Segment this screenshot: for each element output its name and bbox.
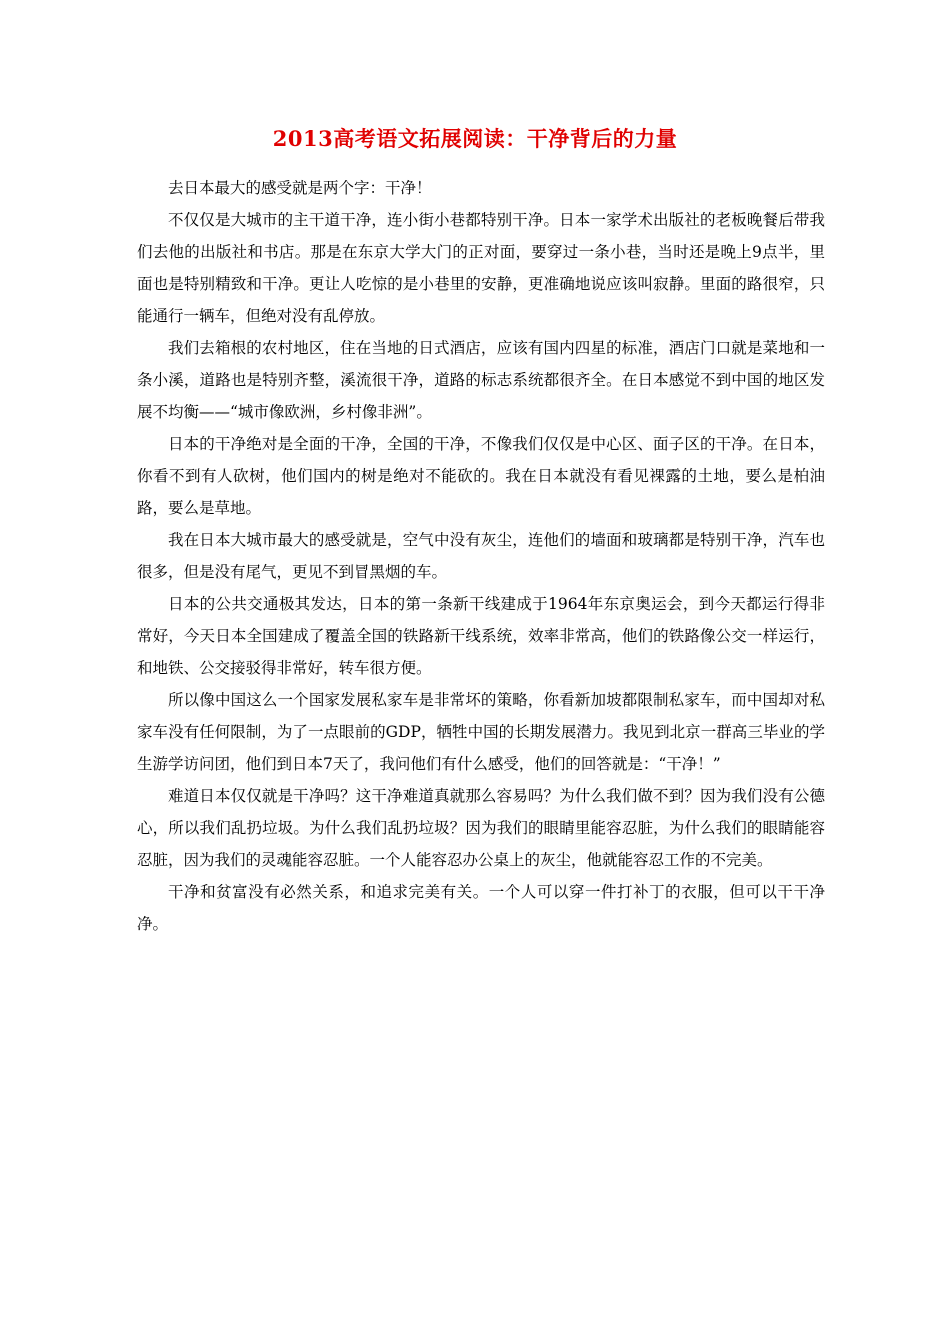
paragraph-2: 不仅仅是大城市的主干道干净，连小街小巷都特别干净。日本一家学术出版社的老板晚餐后带我们去他的出版社和书店。那是在东京大学大门的正对面，要穿过一条小巷，当时还是晚上9点半，里面也是特别精致和干净。更让人吃惊的是小巷里的安静，更准确地说应该叫寂静。里面的路很窄，只能通行一辆车，但绝对没有乱停放。 [137, 211, 825, 325]
paragraph-9: 干净和贫富没有必然关系，和追求完美有关。一个人可以穿一件打补丁的衣服，但可以干干净净。 [137, 883, 825, 933]
paragraph-1: 去日本最大的感受就是两个字：干净！ [168, 179, 432, 197]
paragraph-3: 我们去箱根的农村地区，住在当地的日式酒店，应该有国内四星的标准，酒店门口就是菜地和一条小溪，道路也是特别齐整，溪流很干净，道路的标志系统都很齐全。在日本感觉不到中国的地区发展不均衡——“城市像欧洲，乡村像非洲”。 [137, 339, 825, 421]
paragraph-6: 日本的公共交通极其发达，日本的第一条新干线建成于1964年东京奥运会，到今天都运行得非常好，今天日本全国建成了覆盖全国的铁路新干线系统，效率非常高，他们的铁路像公交一样运行，和地铁、公交接驳得非常好，转车很方便。 [137, 595, 825, 677]
paragraph-4: 日本的干净绝对是全面的干净，全国的干净，不像我们仅仅是中心区、面子区的干净。在日本，你看不到有人砍树，他们国内的树是绝对不能砍的。我在日本就没有看见裸露的土地，要么是柏油路，要么是草地。 [137, 435, 825, 517]
document-title: 2013高考语文拓展阅读：干净背后的力量 [272, 126, 678, 151]
document-body [137, 172, 825, 940]
paragraph-5: 我在日本大城市最大的感受就是，空气中没有灰尘，连他们的墙面和玻璃都是特别干净，汽车也很多，但是没有尾气，更见不到冒黑烟的车。 [137, 531, 825, 581]
paragraph-8: 难道日本仅仅就是干净吗？这干净难道真就那么容易吗？为什么我们做不到？因为我们没有公德心，所以我们乱扔垃圾。为什么我们乱扔垃圾？因为我们的眼睛里能容忍脏，为什么我们的眼睛能容忍脏，因为我们的灵魂能容忍脏。一个人能容忍办公桌上的灰尘，他就能容忍工作的不完美。 [137, 787, 825, 869]
paragraph-7: 所以像中国这么一个国家发展私家车是非常坏的策略，你看新加坡都限制私家车，而中国却对私家车没有任何限制，为了一点眼前的GDP，牺牲中国的长期发展潜力。我见到北京一群高三毕业的学生游学访问团，他们到日本7天了，我问他们有什么感受，他们的回答就是：“干净！” [137, 691, 825, 773]
